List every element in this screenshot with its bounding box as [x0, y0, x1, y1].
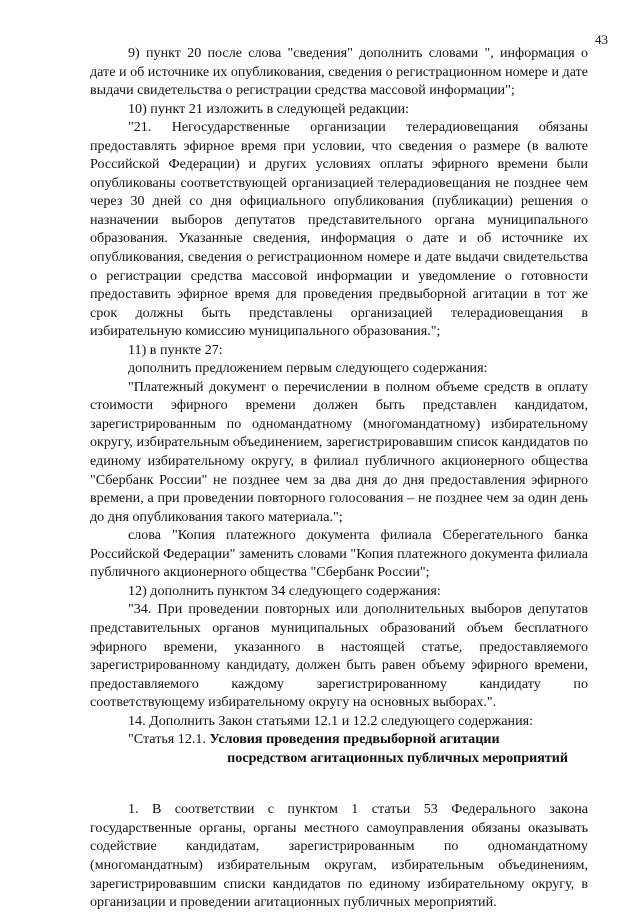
paragraph-item-10: 10) пункт 21 изложить в следующей редакции: — [128, 100, 410, 117]
paragraph-item-11: 11) в пункте 27: — [128, 341, 223, 358]
paragraph-item-9: 9) пункт 20 после слова "сведения" дополнить словами ", информация о дате и об источнике их опубликования, сведения о регистрационном номере и дате выдачи свидетельства о регистрации средства массовой информации"; — [90, 45, 588, 99]
paragraph-article-clause-1: 1. В соответствии с пунктом 1 статьи 53 Федерального закона государственные органы, органы местного самоуправления обязаны оказывать содействие кандидатам, зарегистрированным по одномандатному (многомандатным) избирательным округам, избирательным объединениям, зарегистрировавшим списки кандидатов по единому избирательному округу, в организации и проведении агитационных публичных мероприятий. — [90, 801, 588, 911]
article-prefix: "Статья 12.1. — [128, 731, 206, 748]
article-title-line2: посредством агитационных публичных мероприятий — [227, 749, 568, 766]
document-body — [90, 44, 588, 912]
paragraph-add-sentence: дополнить предложением первым следующего содержания: — [128, 360, 488, 377]
paragraph-payment-document: "Платежный документ о перечислении в полном объеме средств в оплату стоимости эфирного времени должен быть представлен кандидатом, зарегистрированным по одномандатному (многомандатному) избирательному округу, избирательным объединением, зарегистрировавшим список кандидатов по единому избирательному округу, в филиал публичного акционерного общества "Сбербанк России" не позднее чем за два дня до дня предоставления эфирного времени, а при проведении повторного голосования – не позднее чем за один день до дня опубликования такого материала."; — [90, 378, 588, 525]
paragraph-replace-words: слова "Копия платежного документа филиала Сберегательного банка Российской Федерации" заменить словами "Копия платежного документа филиала публичного акционерного общества "Сбербанк России"; — [90, 527, 588, 581]
paragraph-item-12: 12) дополнить пунктом 34 следующего содержания: — [128, 582, 441, 599]
article-heading — [90, 730, 588, 800]
paragraph-clause-21: "21. Негосударственные организации телерадиовещания обязаны предоставлять эфирное время при условии, что сведения о размере (в валюте Российской Федерации) и других условиях оплаты эфирного времени были опубликованы соответствующей организацией телерадиовещания не позднее чем через 30 дней со дня официального опубликования (публикации) решения о назначении выборов депутатов представительного органа муниципального образования. Указанные сведения, информация о дате и об источнике их опубликования, сведения о регистрационном номере и дате выдачи свидетельства о регистрации средства массовой информации и уведомление о готовности предоставить эфирное время для проведения предвыборной агитации в тот же срок должны быть представлены организацией телерадиовещания в избирательную комиссию муниципального образования."; — [90, 119, 588, 340]
article-title-line1: Условия проведения предвыборной агитации — [209, 731, 500, 748]
paragraph-item-14: 14. Дополнить Закон статьями 12.1 и 12.2 следующего содержания: — [128, 712, 534, 729]
page-number: 43 — [595, 32, 608, 47]
paragraph-clause-34: "34. При проведении повторных или дополнительных выборов депутатов представительных органов муниципальных образований объем бесплатного эфирного времени, указанного в настоящей статье, предоставляемого зарегистрированному кандидату, должен быть равен объему эфирного времени, предоставляемого каждому зарегистрированному кандидату по соответствующему избирательному округу на основных выборах.". — [90, 601, 588, 711]
